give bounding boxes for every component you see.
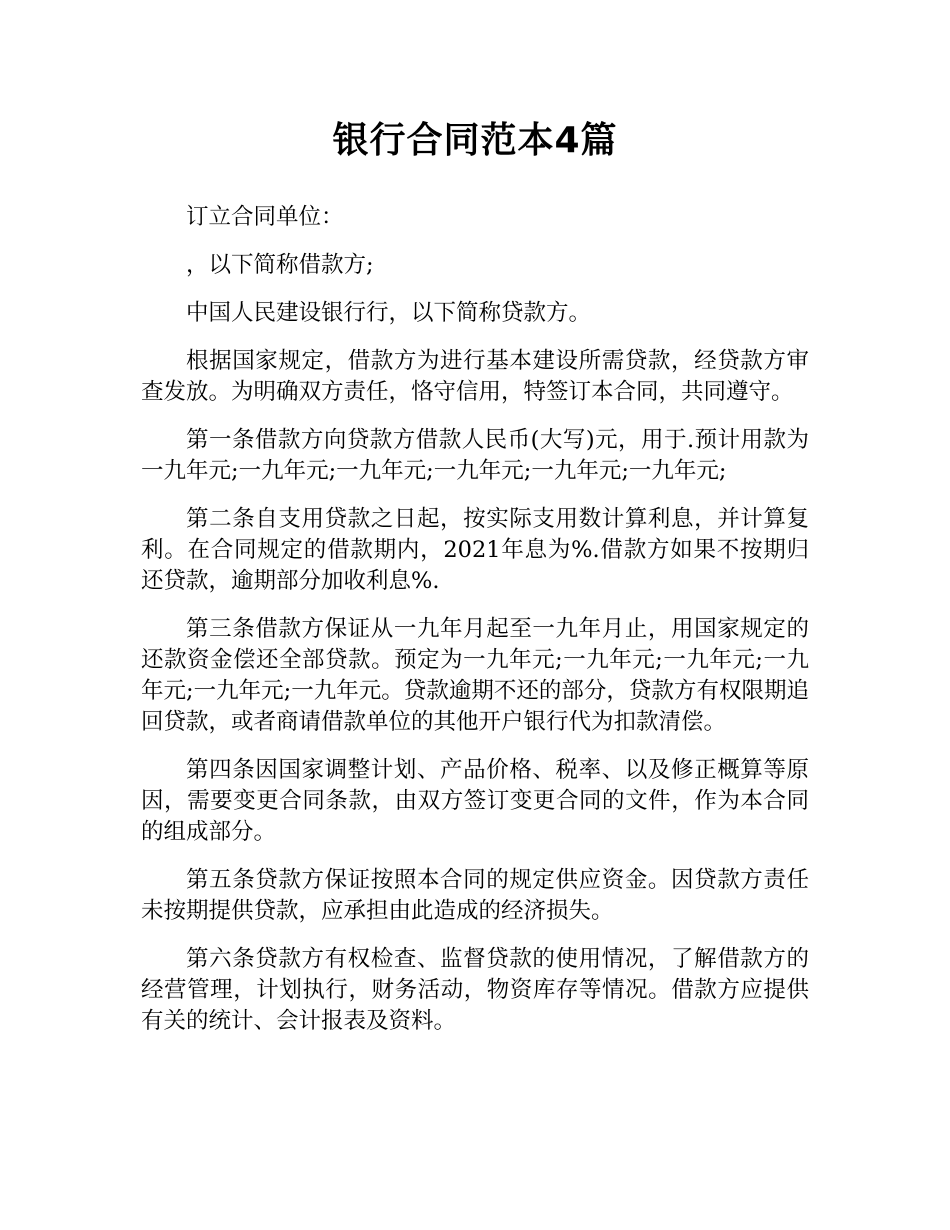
paragraph-article-4: 第四条因国家调整计划、产品价格、税率、以及修正概算等原因，需要变更合同条款，由双方签订变更合同的文件，作为本合同的组成部分。 — [141, 757, 809, 845]
document-body — [141, 202, 809, 1054]
paragraph-contract-parties: 订立合同单位： — [186, 204, 344, 230]
paragraph-article-5: 第五条贷款方保证按照本合同的规定供应资金。因贷款方责任未按期提供贷款，应承担由此造成的经济损失。 — [141, 867, 809, 924]
paragraph-article-2: 第二条自支用贷款之日起，按实际支用数计算利息，并计算复利。在合同规定的借款期内，2021年息为%.借款方如果不按期归还贷款，逾期部分加收利息%. — [141, 506, 809, 594]
paragraph-article-1: 第一条借款方向贷款方借款人民币(大写)元，用于.预计用款为一九年元;一九年元;一九年元;一九年元;一九年元;一九年元; — [141, 427, 809, 484]
paragraph-borrower: ，以下简称借款方; — [186, 252, 374, 278]
paragraph-lender: 中国人民建设银行行，以下简称贷款方。 — [186, 300, 592, 326]
paragraph-article-3: 第三条借款方保证从一九年月起至一九年月止，用国家规定的还款资金偿还全部贷款。预定为一九年元;一九年元;一九年元;一九年元;一九年元;一九年元。贷款逾期不还的部分，贷款方有权限期追回贷款，或者商请借款单位的其他开户银行代为扣款清偿。 — [141, 616, 809, 735]
paragraph-article-6: 第六条贷款方有权检查、监督贷款的使用情况，了解借款方的经营管理，计划执行，财务活动，物资库存等情况。借款方应提供有关的统计、会计报表及资料。 — [141, 946, 809, 1034]
paragraph-preamble: 根据国家规定，借款方为进行基本建设所需贷款，经贷款方审查发放。为明确双方责任，恪守信用，特签订本合同，共同遵守。 — [141, 348, 809, 405]
document-title: 银行合同范本4篇 — [332, 120, 618, 161]
